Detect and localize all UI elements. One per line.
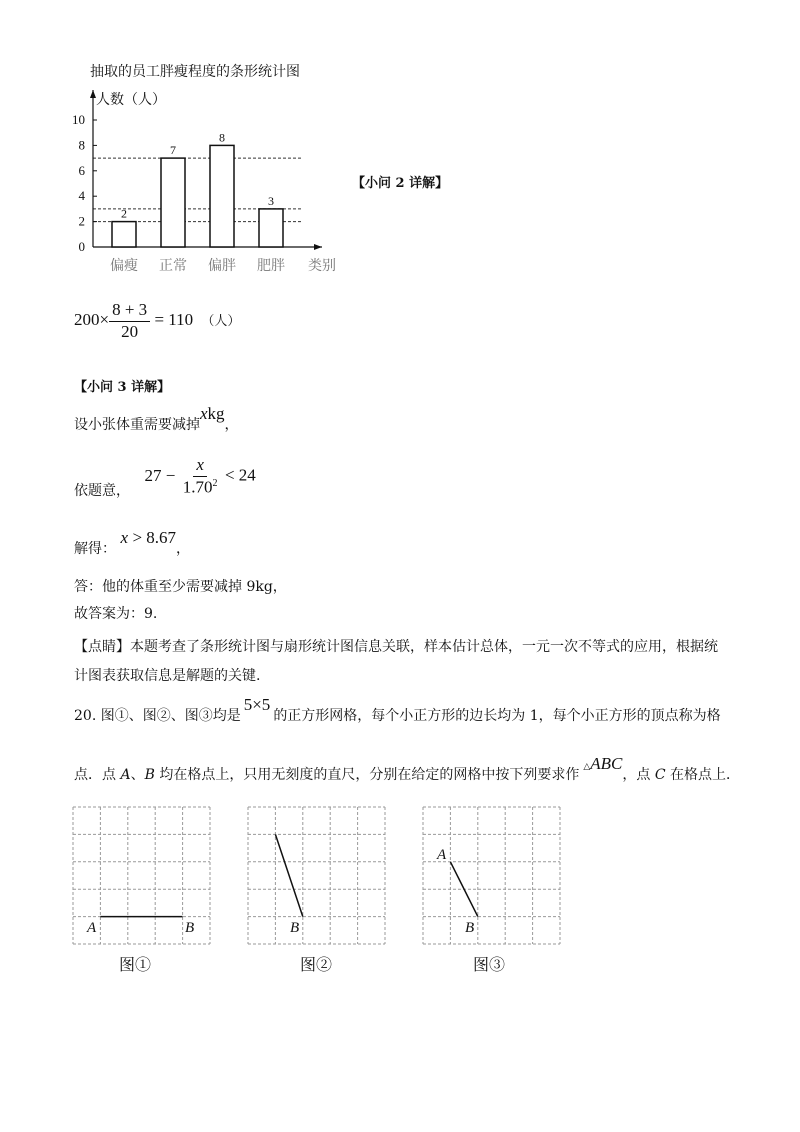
figure-2 [248,807,385,974]
q20-grid-size: 5×5 [243,695,271,714]
q3-solve-expr: > 8.67 [132,528,177,547]
y-tick-label: 2 [78,213,85,229]
q3-eq-label: 依题意， [74,482,130,499]
category-label: 偏瘦 [110,259,138,274]
q3-setup-text: 设小张体重需要减掉 [74,417,200,433]
category-label: 偏胖 [208,259,236,274]
q2-frac-den: 20 [121,321,139,341]
data-label: 3 [268,193,274,208]
y-tick-label: 4 [78,188,85,204]
data-label: 7 [170,143,176,158]
data-label: 2 [121,206,127,221]
data-label: 8 [219,130,225,145]
q3-final: 故答案为：9. [74,606,158,622]
q3-eq-fraction [180,456,221,497]
q20-line2-d: 在格点上． [665,767,740,783]
category-label: 肥胖 [257,259,285,274]
q3-solve-var: x [120,528,128,547]
bar [161,158,185,247]
y-tick-label: 6 [78,162,85,178]
y-tick-label: 10 [72,112,85,127]
figure-3-label-b: B [465,920,475,936]
q2-expr-result: = 110 [154,310,194,330]
q3-eq-frac-den-wrap [180,477,221,497]
q3-solve-label: 解得： [74,541,116,557]
figure-1 [73,807,210,974]
q20-line2 [74,754,740,783]
q3-eq-frac-num: x [193,456,207,477]
q20-triangle-symbol: △ [583,762,591,772]
q3-setup-unit: kg [207,404,225,423]
chart-y-label: 人数（人） [96,93,166,108]
q3-heading: 【小问 3 详解】 [74,380,171,395]
chart-x-label: 类别 [308,259,336,274]
figure-1-label-a: A [87,920,97,936]
y-tick-label: 0 [78,239,85,254]
q2-frac-num: 8 + 3 [109,301,150,322]
q20-line1-b: 的正方形网格，每个小正方形的边长均为 1，每个小正方形的顶点称为格 [273,708,721,724]
q3-solve-comma: ， [176,541,191,557]
figure-2-caption: 图② [300,957,333,974]
q20-line1-a: 20. 图①、图②、图③均是 [74,708,241,724]
q20-line2-b: 均在格点上，只用无刻度的直尺，分别在给定的网格中按下列要求作 [154,767,580,783]
q20-triangle-name: ABC [590,754,623,773]
q3-eq-right: < 24 [224,465,256,485]
q2-unit: （人） [201,313,241,329]
bar [210,145,234,247]
q20-point-a: A [120,767,131,783]
q20-point-b: B [144,767,155,783]
bar-chart [0,0,360,290]
q2-formula [74,301,240,341]
segment-ab [275,834,302,916]
q3-setup-line [74,404,239,434]
bar [259,209,283,247]
q20-point-c: C [654,767,666,783]
q2-heading: 【小问 2 详解】 [352,176,449,191]
q2-expr-prefix: 200× [74,310,110,330]
figure-2-label-b: B [290,920,300,936]
category-label: 正常 [159,259,187,274]
q3-equation-line [74,456,256,497]
x-axis-arrow [314,244,322,250]
q3-comment-line2: 计图表获取信息是解题的关键. [74,668,261,684]
q3-answer: 答：他的体重至少需要减掉 9kg， [74,579,287,595]
q20-line1 [74,695,721,724]
q2-fraction [109,301,150,341]
q3-comment-line1: 【点睛】本题考查了条形统计图与扇形统计图信息关联，样本估计总体，一元一次不等式的应用，根据统 [74,639,718,655]
q20-figures [0,790,800,990]
q20-line2-a: 点．点 [74,767,121,783]
q3-eq-frac-den: 1.70 [182,477,213,497]
chart-title: 抽取的员工胖瘦程度的条形统计图 [90,65,300,80]
q3-setup-comma: ， [224,417,239,433]
q3-solve-line [74,528,191,557]
q3-setup-var: x [200,404,208,423]
bar [112,222,136,247]
q3-eq-left: 27 − [144,465,176,485]
figure-3 [423,807,560,974]
figure-1-caption: 图① [119,957,152,974]
y-tick-label: 8 [78,137,85,153]
figure-1-label-b: B [185,920,195,936]
figure-3-caption: 图③ [473,957,506,974]
q20-line2-c: ，点 [622,767,655,783]
q20-line2-sep: 、 [130,767,145,783]
q3-eq-frac-den-exp: 2 [212,477,218,489]
figure-3-label-a: A [437,847,447,863]
